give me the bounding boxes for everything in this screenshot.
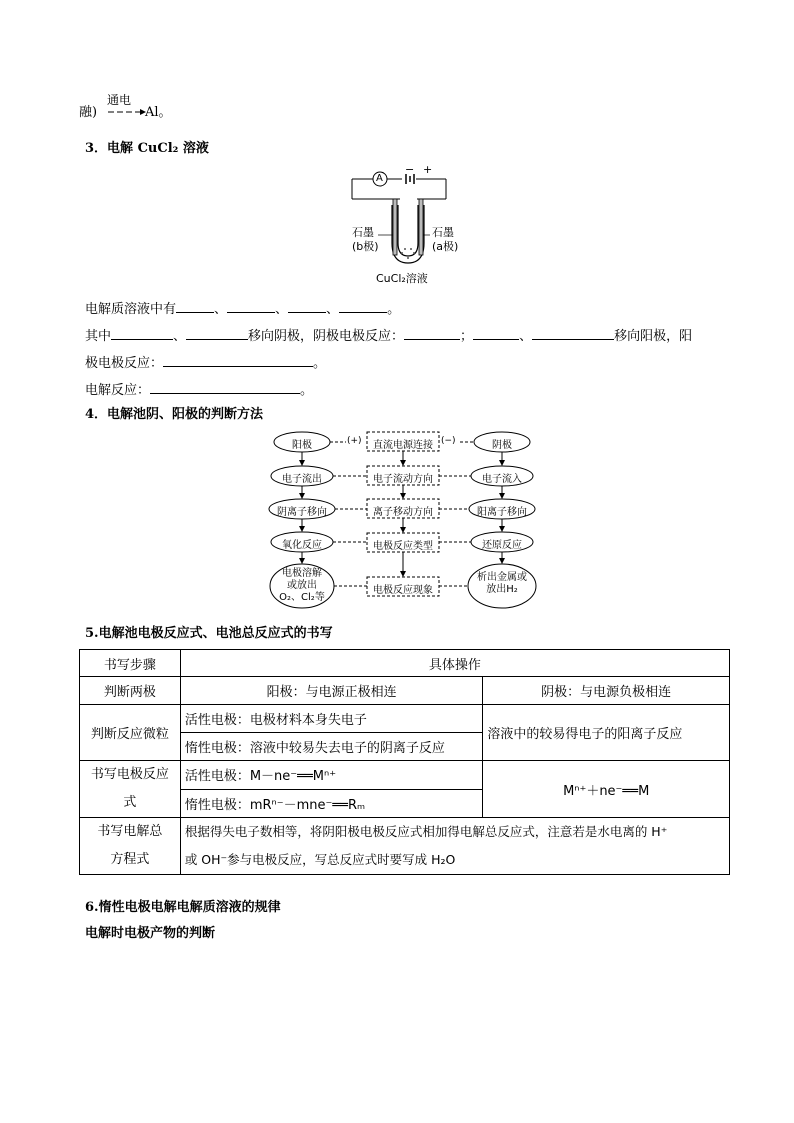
flow-cation-move: 阳离子移向 [477, 507, 527, 518]
blank-anode-ion-2[interactable] [532, 326, 614, 340]
blank-anode-reaction[interactable] [163, 353, 313, 367]
blank-anode-ion-1[interactable] [473, 326, 519, 340]
top-line-product [145, 105, 172, 121]
blank-ion-1[interactable] [176, 299, 214, 313]
row4-label-line1: 书写电解总 [97, 824, 163, 839]
flow-reduction: 还原反应 [482, 540, 522, 551]
row4-text-line1: 根据得失电子数相等，将阴阳极电极反应式相加得电解总反应式，注意若是水电离的 H⁺ [184, 824, 668, 839]
s3-line3 [85, 353, 326, 372]
flow-reaction-phenomenon: 电极反应现象 [373, 585, 433, 596]
row3-inert: 惰性电极：mRⁿ⁻－mne⁻══Rₘ [180, 789, 483, 818]
blank-cathode-ion-1[interactable] [111, 326, 173, 340]
table-row [80, 705, 730, 733]
ammeter-label: A [376, 173, 383, 184]
row3-label-line1: 书写电极反应 [90, 767, 169, 782]
top-line [79, 105, 97, 121]
row4-label-line2: 方程式 [110, 852, 150, 867]
row1-anode: 阳极：与电源正极相连 [180, 677, 483, 705]
s3-line2-mid: 移向阴极，阴极电极反应： [248, 329, 405, 344]
sep: 、 [214, 302, 228, 317]
table-header-row [80, 650, 730, 677]
flow-ion-direction: 离子移动方向 [373, 507, 433, 518]
sep: 、 [173, 329, 187, 344]
section5-heading: 5.电解池电极反应式、电池总反应式的书写 [85, 626, 333, 641]
top-line-end: 。 [158, 105, 172, 120]
product-al: Al [145, 105, 159, 120]
row3-label [80, 761, 181, 818]
header-steps: 书写步骤 [80, 650, 181, 677]
left-electrode-pole: (b极) [352, 240, 379, 253]
sep: 、 [326, 302, 340, 317]
electrode-reaction-table [79, 649, 730, 875]
end: 。 [387, 302, 401, 317]
section3-heading: 3．电解 CuCl₂ 溶液 [85, 141, 209, 156]
flow-electron-out: 电子流出 [282, 474, 322, 485]
s3-line2 [85, 326, 692, 345]
table-row [80, 677, 730, 705]
s3-line1-text: 电解质溶液中有 [85, 302, 177, 317]
reaction-arrow-icon [107, 107, 147, 117]
flow-anode: 阳极 [292, 440, 312, 451]
flow-minus-sign: (−) [441, 436, 456, 446]
battery-minus: − [405, 163, 415, 176]
flow-plus-sign: (+) [347, 436, 362, 446]
right-electrode-pole: (a极) [432, 240, 459, 253]
electrolysis-condition: 通电 [107, 93, 132, 107]
blank-ion-3[interactable] [288, 299, 326, 313]
flow-reaction-type: 电极反应类型 [373, 541, 433, 552]
row2-cathode: 溶液中的较易得电子的阳离子反应 [483, 705, 730, 761]
diagram-caption: CuCl₂溶液 [376, 272, 428, 285]
right-electrode-label: 石墨 [432, 226, 454, 239]
row3-label-line2: 式 [123, 795, 137, 810]
s3-line2-text: 其中 [85, 329, 112, 344]
flow-dc-connection: 直流电源连接 [373, 440, 433, 451]
table-row [80, 818, 730, 875]
row2-inert: 惰性电极：溶液中较易失去电子的阴离子反应 [180, 733, 483, 761]
flow-cathode: 阴极 [492, 440, 512, 451]
section6-subheading: 电解时电极产物的判断 [85, 926, 216, 941]
left-electrode-label: 石墨 [352, 226, 374, 239]
row3-active: 活性电极：M－ne⁻══Mⁿ⁺ [180, 761, 483, 790]
blank-cathode-ion-2[interactable] [186, 326, 248, 340]
end: 。 [300, 383, 314, 398]
flow-anode-phenomenon: 电极溶解或放出O₂、Cl₂等 [279, 568, 325, 603]
flow-oxidation: 氧化反应 [282, 540, 322, 551]
row2-active: 活性电极：电极材料本身失电子 [180, 705, 483, 733]
row4-text-line2: 或 OH⁻参与电极反应，写总反应式时要写成 H₂O [184, 852, 456, 867]
row4-text [180, 818, 729, 875]
flow-electron-direction: 电子流动方向 [373, 474, 433, 485]
flow-cathode-phenomenon: 析出金属或放出H₂ [477, 572, 527, 595]
section6-heading: 6.惰性电极电解电解质溶液的规律 [85, 900, 281, 915]
blank-ion-4[interactable] [339, 299, 387, 313]
row1-cathode: 阴极：与电源负极相连 [483, 677, 730, 705]
section4-heading: 4．电解池阴、阳极的判断方法 [85, 407, 264, 422]
blank-cathode-reaction[interactable] [404, 326, 460, 340]
blank-electrolysis-reaction[interactable] [150, 380, 300, 394]
s3-line2-end: 移向阳极，阳 [614, 329, 693, 344]
s3-line4-text: 电解反应： [85, 383, 151, 398]
row4-label [80, 818, 181, 875]
s3-line4 [85, 380, 313, 399]
sep: 、 [519, 329, 533, 344]
s3-line3-text: 极电极反应： [85, 356, 164, 371]
sep: ； [460, 329, 474, 344]
blank-ion-2[interactable] [227, 299, 275, 313]
row2-label: 判断反应微粒 [80, 705, 181, 761]
header-operations: 具体操作 [180, 650, 729, 677]
s3-line1 [85, 299, 400, 318]
row1-label: 判断两极 [80, 677, 181, 705]
sep: 、 [275, 302, 289, 317]
battery-plus: + [423, 163, 433, 176]
top-line-prefix: 融) [79, 105, 98, 120]
row3-cathode: Mⁿ⁺＋ne⁻══M [483, 761, 730, 818]
flow-electron-in: 电子流入 [482, 474, 522, 485]
end: 。 [313, 356, 327, 371]
table-row [80, 761, 730, 790]
flow-anion-move: 阴离子移向 [277, 507, 327, 518]
